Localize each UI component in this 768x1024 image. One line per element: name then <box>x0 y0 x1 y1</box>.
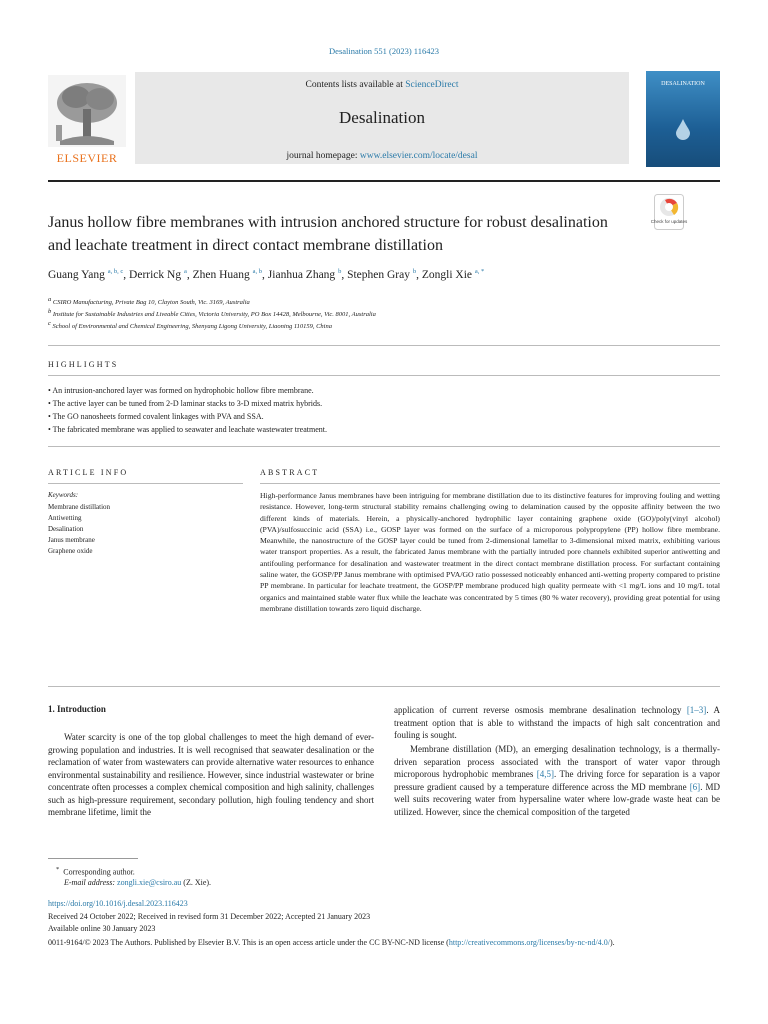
homepage-link[interactable]: www.elsevier.com/locate/desal <box>359 151 478 161</box>
affiliation: $^c$ School of Environmental and Chemical Engineering, Shenyang Ligong University, Liaoning 110159, China <box>48 320 332 331</box>
email-line: E-mail address: zongli.xie@csiro.au (Z. Xie). <box>64 878 212 887</box>
affiliation: $^a$ CSIRO Manufacturing, Private Bag 10, Clayton South, Vic. 3169, Australia <box>48 296 250 307</box>
elsevier-wordmark: ELSEVIER <box>56 151 118 165</box>
highlights-heading: HIGHLIGHTS <box>48 360 119 369</box>
keyword: Janus membrane <box>48 536 95 544</box>
highlight-item: • The active layer can be tuned from 2-D laminar stacks to 3-D mixed matrix hybrids. <box>48 399 323 408</box>
journal-name: Desalination <box>339 108 425 127</box>
author[interactable]: Zhen Huang $^{a, b}$ <box>192 268 263 281</box>
keyword: Desalination <box>48 525 84 533</box>
sciencedirect-link[interactable]: ScienceDirect <box>405 80 459 90</box>
abstract-heading: ABSTRACT <box>260 468 320 477</box>
citation-link[interactable]: [1–3] <box>686 705 707 715</box>
intro-paragraph-2: application of current reverse osmosis membrane desalination technology [1–3]. A treatment option that is able to withstand the impacts of high salt concentration and fouling is sought. <box>394 705 720 740</box>
author-list: Guang Yang $^{a, b, c}$, Derrick Ng $^a$, Zhen Huang $^{a, b}$, Jianhua Zhang $^b$, Stephen Gray $^b$, Zongli Xie $^{a, *}$ <box>48 268 485 281</box>
citation-link[interactable]: [6] <box>689 781 701 792</box>
divider <box>48 345 720 346</box>
intro-paragraph-3: Membrane distillation (MD), an emerging desalination technology, is a thermally-driven separation process associated with the transport of water vapor through microporous hydrophobic membranes [4,5]. The driving force for separation is a vapor pressure gradient caused by a temperature difference across the MD membrane [6]. MD well suits recovering water from hypersaline water where low-grade waste heat can be utilized. However, since the chemical composition of the targeted <box>394 744 720 817</box>
author[interactable]: Jianhua Zhang $^b$ <box>267 268 342 281</box>
homepage-prefix: journal homepage: <box>286 151 360 161</box>
article-info-heading: ARTICLE INFO <box>48 468 129 477</box>
author[interactable]: Stephen Gray $^b$ <box>347 268 417 281</box>
contents-line <box>135 80 629 90</box>
article-title: Janus hollow fibre membranes with intrusion anchored structure for robust desalination and leachate treatment in direct contact membrane distillation <box>48 214 608 254</box>
email-link[interactable]: zongli.xie@csiro.au <box>117 878 182 887</box>
cover-title: DESALINATION <box>661 81 705 87</box>
homepage-line <box>135 151 629 161</box>
highlight-item: • An intrusion-anchored layer was formed on hydrophobic hollow fibre membrane. <box>48 386 314 395</box>
highlight-item: • The fabricated membrane was applied to seawater and leachate wastewater treatment. <box>48 425 327 434</box>
citation-link[interactable]: [4,5] <box>536 769 555 779</box>
license-link[interactable]: http://creativecommons.org/licenses/by-nc-nd/4.0/ <box>448 938 610 947</box>
corresponding-author-note: * Corresponding author. <box>56 866 135 877</box>
keywords-label: Keywords: <box>48 491 79 499</box>
highlight-item: • The GO nanosheets formed covalent linkages with PVA and SSA. <box>48 412 264 421</box>
contents-prefix: Contents lists available at <box>305 80 406 90</box>
author[interactable]: Zongli Xie $^{a, *}$ <box>421 268 485 281</box>
divider <box>48 446 720 447</box>
header-rule <box>48 180 720 182</box>
introduction-heading: 1. Introduction <box>48 704 106 714</box>
divider <box>48 375 720 376</box>
affiliation: $^b$ Institute for Sustainable Industries and Liveable Cities, Victoria University, PO Box 14428, Melbourne, Vic. 8001, Australia <box>48 308 376 319</box>
author[interactable]: Guang Yang $^{a, b, c}$ <box>48 268 124 281</box>
keyword: Graphene oxide <box>48 547 93 555</box>
divider <box>48 686 720 687</box>
keyword: Membrane distillation <box>48 503 111 511</box>
abstract-text: High-performance Janus membranes have been intriguing for membrane distillation due to its distinctive features for improving fouling and wetting resistance. However, long-term structural stability remains challenging owing to delamination caused by the opposite affinity between the two different kinds of materials. Herein, a physically-anchored hydrophilic layer containing graphene oxide (GO)/poly(vinyl alcohol) (PVA)/sulfosuccinic acid (SSA) i.e., GOSP layer was formed on the surface of a microporous polypropylene (PP) hollow fibre membrane. Meanwhile, the nanostructure of the GOSP layer could be tuned from 2-dimensional lamellar to 3-dimensional mixed matrix, exhibiting various water transport properties. As a result, the fabricated Janus membrane with the partially intruded pore channels exhibited superior antiwetting and antifouling performance for desalination and wastewater treatment in the direct contact membrane distillation process. For surfactant containing saline water, the GOSP/PP Janus membrane with optimised PVA/GO ratio possessed noticeably enhanced anti-wetting property compared to pristine PP membrane. In particular for leachate treatment, the GOSP/PP membrane produced high quality permeate with <1 mg/L ions and 10 mg/L total organics and maintained stable water flux while the leachate was concentrated by 5 times (80 % water recovery), providing great potential for using membrane distillation towards zero liquid discharge. <box>260 491 720 613</box>
check-for-updates-icon[interactable] <box>650 194 688 230</box>
divider <box>260 483 720 484</box>
author[interactable]: Derrick Ng $^a$ <box>129 268 187 281</box>
keyword: Antiwetting <box>48 514 82 522</box>
received-dates: Received 24 October 2022; Received in revised form 31 December 2022; Accepted 21 January 2023 <box>48 912 371 921</box>
elsevier-tree-logo <box>48 75 126 161</box>
water-drop-icon <box>675 118 691 140</box>
license-line: 0011-9164/© 2023 The Authors. Published by Elsevier B.V. This is an open access article under the CC BY-NC-ND license (http://creativecommons.org/licenses/by-nc-nd/4.0/). <box>48 938 615 947</box>
online-date: Available online 30 January 2023 <box>48 924 156 933</box>
divider <box>48 483 243 484</box>
journal-reference[interactable]: Desalination 551 (2023) 116423 <box>329 46 439 56</box>
intro-paragraph-1: Water scarcity is one of the top global challenges to meet the high demand of ever-growing population and industries. It is well recognised that seawater desalination or the reclamation of water from wastewaters can provide alternative water resources to enhance environmental sustainability and resilience. However, since industrial wastewater or brine concentrate often processes a complex chemical composition and high salinity, challenges such as high-pressure requirement, secondary pollution, high fouling tendency and short membrane lifetime, limit the <box>48 732 374 817</box>
doi-link[interactable]: https://doi.org/10.1016/j.desal.2023.116423 <box>48 899 188 908</box>
footnote-rule <box>48 858 138 859</box>
check-updates-label: Check for updates <box>650 219 688 224</box>
